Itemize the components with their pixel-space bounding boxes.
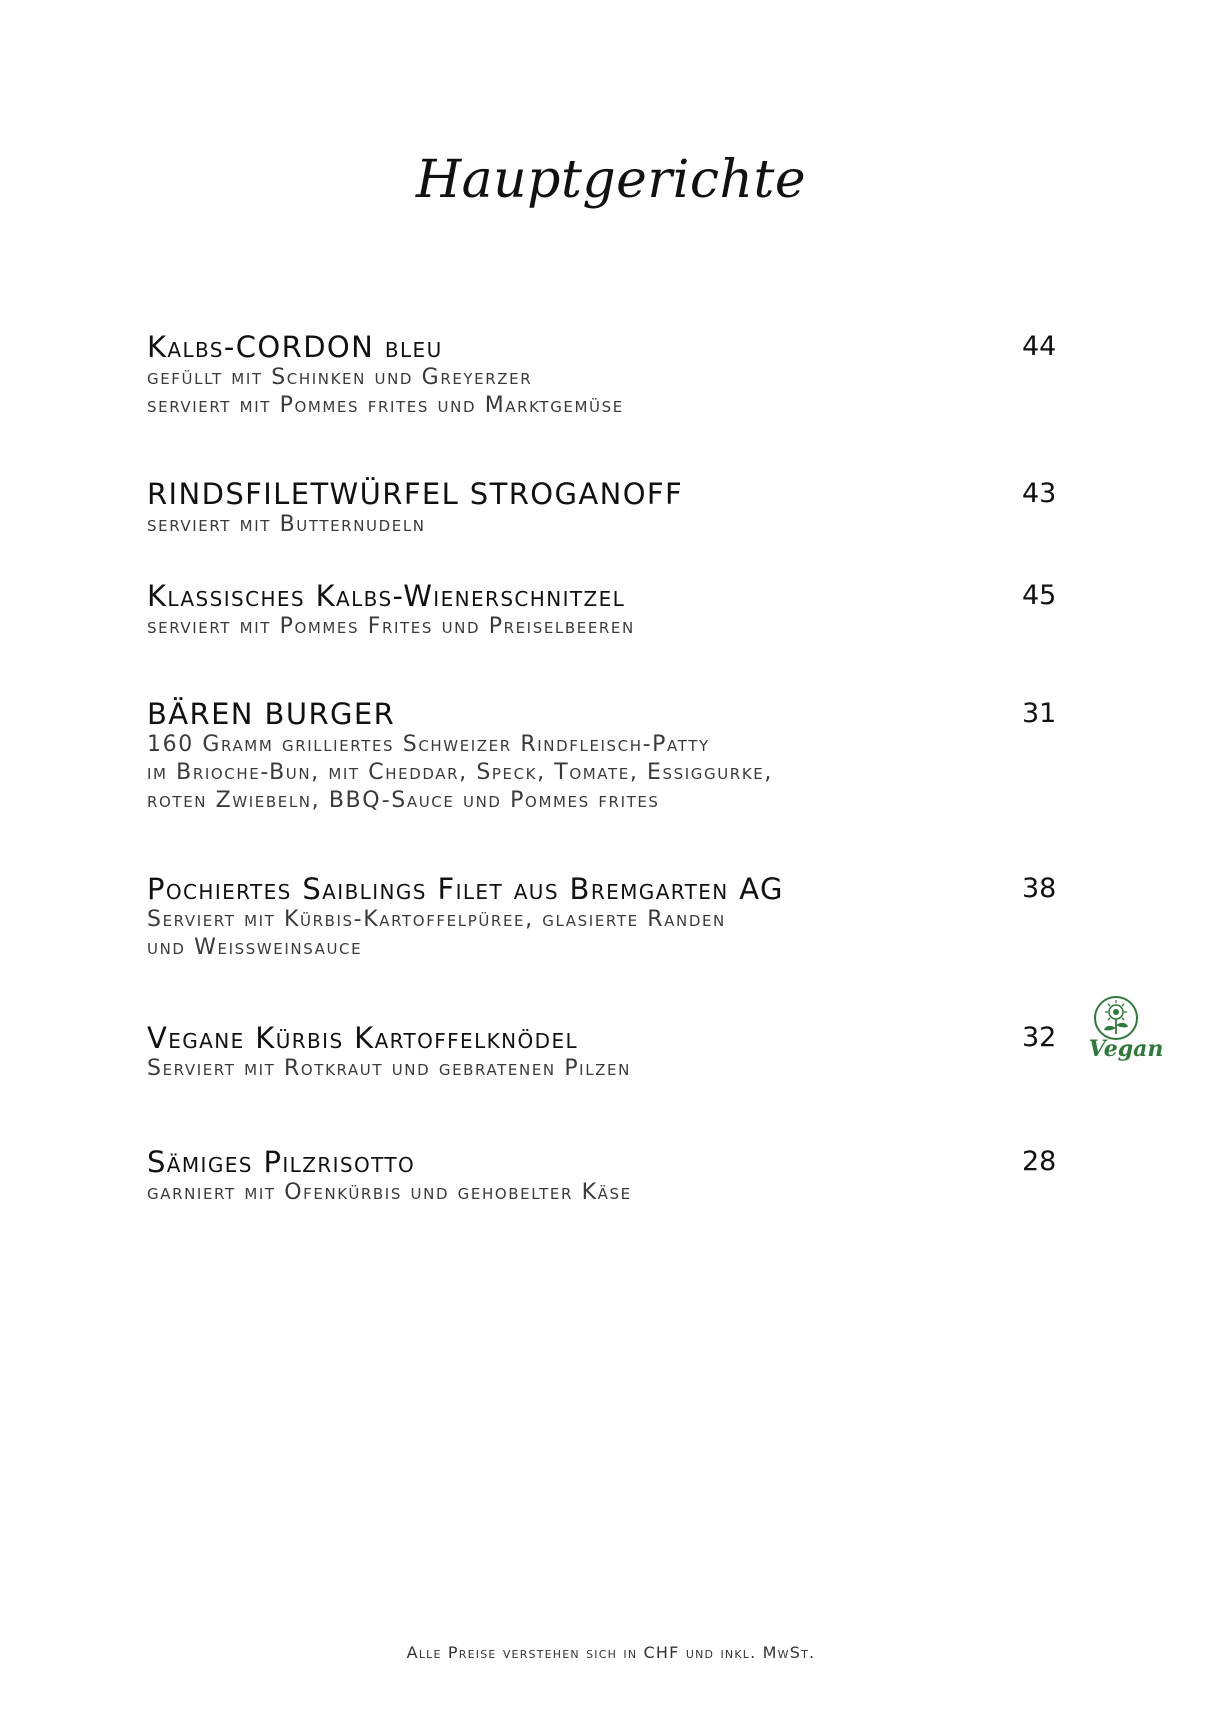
dish-price: 44 xyxy=(1022,331,1057,362)
menu-item-stroganoff xyxy=(147,477,1067,539)
vegan-icon xyxy=(1080,994,1172,1066)
menu-item-saibling xyxy=(147,872,1067,962)
dish-name: Klassisches Kalbs-Wienerschnitzel xyxy=(147,579,626,613)
dish-name: Sämiges Pilzrisotto xyxy=(147,1145,416,1179)
dish-name: BÄREN BURGER xyxy=(147,697,396,731)
dish-price: 38 xyxy=(1022,873,1057,904)
dish-description-line: und Weissweinsauce xyxy=(147,935,363,960)
dish-name: RINDSFILETWÜRFEL STROGANOFF xyxy=(147,477,684,511)
dish-description-line: gefüllt mit Schinken und Greyerzer xyxy=(147,365,533,390)
dish-description-line: Serviert mit Kürbis-Kartoffelpüree, glasierte Randen xyxy=(147,907,726,932)
page-title: Hauptgerichte xyxy=(415,150,807,210)
menu-item-pilzrisotto xyxy=(147,1145,1067,1207)
price-footnote: Alle Preise verstehen sich in CHF und inkl. MwSt. xyxy=(406,1643,816,1662)
dish-name: Kalbs-CORDON bleu xyxy=(147,330,443,364)
dish-description-line: 160 Gramm grilliertes Schweizer Rindfleisch-Patty xyxy=(147,732,710,757)
dish-description-line: serviert mit Pommes Frites und Preiselbeeren xyxy=(147,614,635,639)
dish-name: Pochiertes Saiblings Filet aus Bremgarten AG xyxy=(147,872,784,906)
dish-price: 31 xyxy=(1022,698,1057,729)
dish-description-line: serviert mit Pommes frites und Marktgemüse xyxy=(147,393,624,418)
dish-description-line: im Brioche-Bun, mit Cheddar, Speck, Tomate, Essiggurke, xyxy=(147,760,773,785)
dish-price: 32 xyxy=(1022,1022,1057,1053)
dish-description-line: garniert mit Ofenkürbis und gehobelter Käse xyxy=(147,1180,632,1205)
dish-description-line: roten Zwiebeln, BBQ-Sauce und Pommes frites xyxy=(147,788,660,813)
dish-name: Vegane Kürbis Kartoffelknödel xyxy=(147,1021,579,1055)
dish-description-line: Serviert mit Rotkraut und gebratenen Pilzen xyxy=(147,1056,631,1081)
vegan-sunflower-icon xyxy=(1080,994,1172,1066)
dish-description-line: serviert mit Butternudeln xyxy=(147,512,426,537)
dish-price: 43 xyxy=(1022,478,1057,509)
svg-text:Vegan: Vegan xyxy=(1088,1036,1164,1062)
menu-item-knoedel xyxy=(147,1021,1067,1083)
dish-price: 45 xyxy=(1022,580,1057,611)
menu-item-cordon-bleu xyxy=(147,330,1067,420)
menu-item-baeren-burger xyxy=(147,697,1067,815)
dish-price: 28 xyxy=(1022,1146,1057,1177)
menu-item-wienerschnitzel xyxy=(147,579,1067,641)
